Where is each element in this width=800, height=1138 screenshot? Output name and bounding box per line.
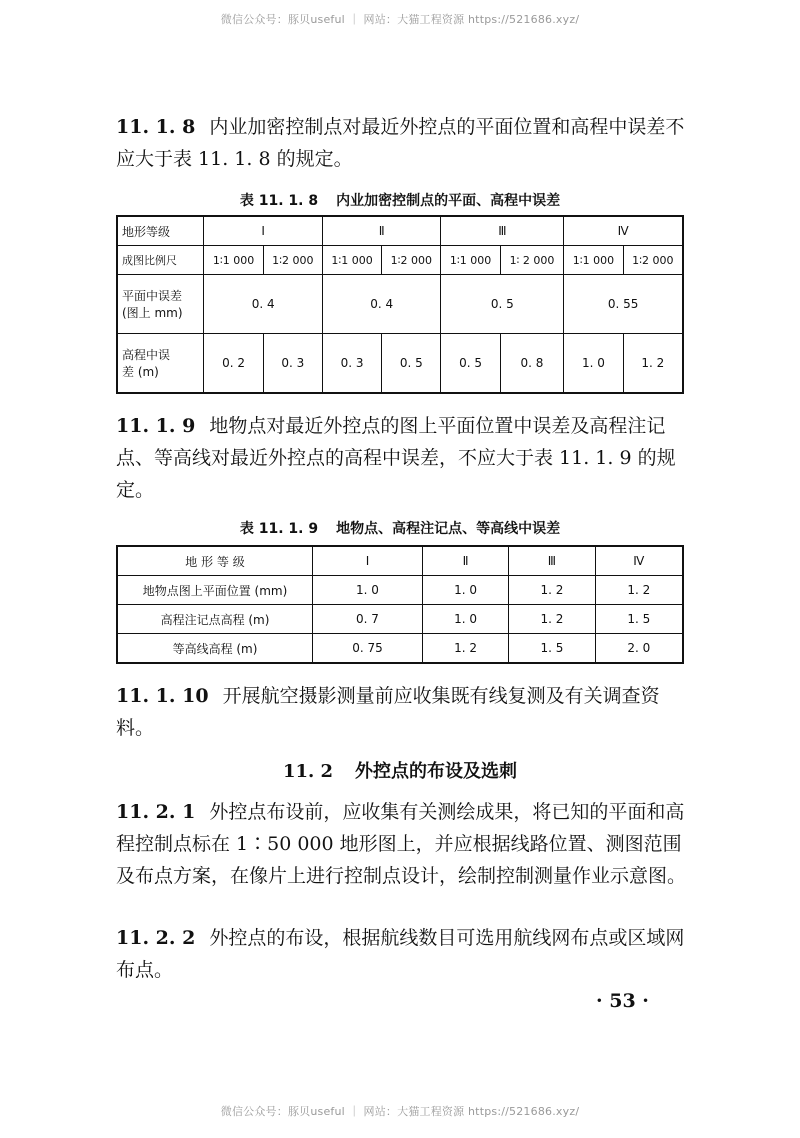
clause-11-2-2 [116,922,696,986]
table-row [117,216,683,246]
table-row [117,334,683,394]
table-number: 表 11. 1. 8 [239,193,319,209]
value-cell: 1. 0 [422,576,508,605]
row-label [117,334,204,394]
row-label [117,275,204,334]
table-caption-11-1-9 [116,518,684,538]
clause-number: 11. 1. 8 [116,116,196,138]
value-cell: 0. 3 [263,334,322,394]
value-cell: 0. 8 [500,334,564,394]
scale-cell: 1∶1 000 [441,246,500,275]
clause-text: 内业加密控制点对最近外控点的平面位置和高程中误差不应大于表 11. 1. 8 的规定。 [116,116,685,170]
grade-cell: Ⅰ [204,216,322,246]
table-caption-11-1-8 [116,190,684,210]
scale-cell: 1∶2 000 [382,246,441,275]
section-title: 外控点的布设及选刺 [355,761,518,782]
table-row [117,275,683,334]
grade-cell: Ⅲ [509,546,595,576]
row-label-line: (图上 mm) [122,306,183,320]
page-number: · 53 · [596,990,649,1012]
value-cell: 1. 2 [623,334,683,394]
grade-cell: Ⅲ [441,216,564,246]
value-cell: 1. 0 [564,334,623,394]
table-title: 内业加密控制点的平面、高程中误差 [336,193,561,209]
value-cell: 1. 2 [509,605,595,634]
value-cell: 1. 2 [595,576,683,605]
clause-text: 外控点的布设，根据航线数目可选用航线网布点或区域网布点。 [116,927,685,981]
scale-cell: 1∶1 000 [204,246,263,275]
value-cell: 0. 7 [313,605,423,634]
row-label: 成图比例尺 [117,246,204,275]
value-cell: 0. 4 [204,275,322,334]
clause-number: 11. 1. 10 [116,685,209,707]
clause-11-1-8 [116,111,696,175]
value-cell: 0. 4 [322,275,440,334]
value-cell: 0. 3 [322,334,381,394]
scale-cell: 1∶2 000 [623,246,683,275]
table-title: 地物点、高程注记点、等高线中误差 [336,521,561,537]
table-row [117,246,683,275]
table-row [117,546,683,576]
scale-cell: 1∶1 000 [322,246,381,275]
clause-number: 11. 1. 9 [116,415,196,437]
grade-cell: Ⅱ [422,546,508,576]
row-label: 地物点图上平面位置 (mm) [117,576,313,605]
value-cell: 0. 5 [441,275,564,334]
table-row [117,605,683,634]
value-cell: 1. 2 [509,576,595,605]
grade-cell: Ⅰ [313,546,423,576]
row-label: 等高线高程 (m) [117,634,313,664]
clause-number: 11. 2. 2 [116,927,196,949]
value-cell: 1. 5 [509,634,595,664]
watermark-top: 微信公众号：豚贝useful ｜ 网站：大猫工程资源 https://521686.xyz/ [220,13,580,26]
grade-cell: Ⅳ [564,216,683,246]
row-label: 地形等级 [117,216,204,246]
clause-11-1-9 [116,410,696,506]
grade-cell: Ⅳ [595,546,683,576]
value-cell: 1. 0 [313,576,423,605]
grade-cell: Ⅱ [322,216,440,246]
section-heading [116,757,684,783]
row-label-line: 平面中误差 [122,289,183,303]
value-cell: 2. 0 [595,634,683,664]
value-cell: 0. 5 [441,334,500,394]
value-cell: 1. 5 [595,605,683,634]
section-number: 11. 2 [282,761,334,782]
table-row [117,634,683,664]
row-label-line: 高程中误 [122,348,171,362]
scale-cell: 1∶ 2 000 [500,246,564,275]
row-label: 高程注记点高程 (m) [117,605,313,634]
row-label: 地 形 等 级 [117,546,313,576]
clause-text: 外控点布设前，应收集有关测绘成果，将已知的平面和高程控制点标在 1∶50 000 地形图上，并应根据线路位置、测图范围及布点方案，在像片上进行控制点设计，绘制控制测量作业示意图。 [116,801,687,887]
table-11-1-8 [116,215,684,394]
clause-text: 地物点对最近外控点的图上平面位置中误差及高程注记点、等高线对最近外控点的高程中误差，不应大于表 11. 1. 9 的规定。 [116,415,676,501]
value-cell: 1. 0 [422,605,508,634]
clause-number: 11. 2. 1 [116,801,196,823]
clause-11-2-1 [116,796,696,892]
value-cell: 0. 55 [564,275,683,334]
value-cell: 0. 75 [313,634,423,664]
row-label-line: 差 (m) [122,365,159,379]
scale-cell: 1∶1 000 [564,246,623,275]
table-number: 表 11. 1. 9 [239,521,319,537]
table-row [117,576,683,605]
value-cell: 0. 2 [204,334,263,394]
value-cell: 0. 5 [382,334,441,394]
table-11-1-9 [116,545,684,664]
watermark-bottom: 微信公众号：豚贝useful ｜ 网站：大猫工程资源 https://521686.xyz/ [220,1105,580,1118]
value-cell: 1. 2 [422,634,508,664]
scale-cell: 1∶2 000 [263,246,322,275]
clause-text: 开展航空摄影测量前应收集既有线复测及有关调查资料。 [116,685,660,739]
clause-11-1-10 [116,680,696,744]
